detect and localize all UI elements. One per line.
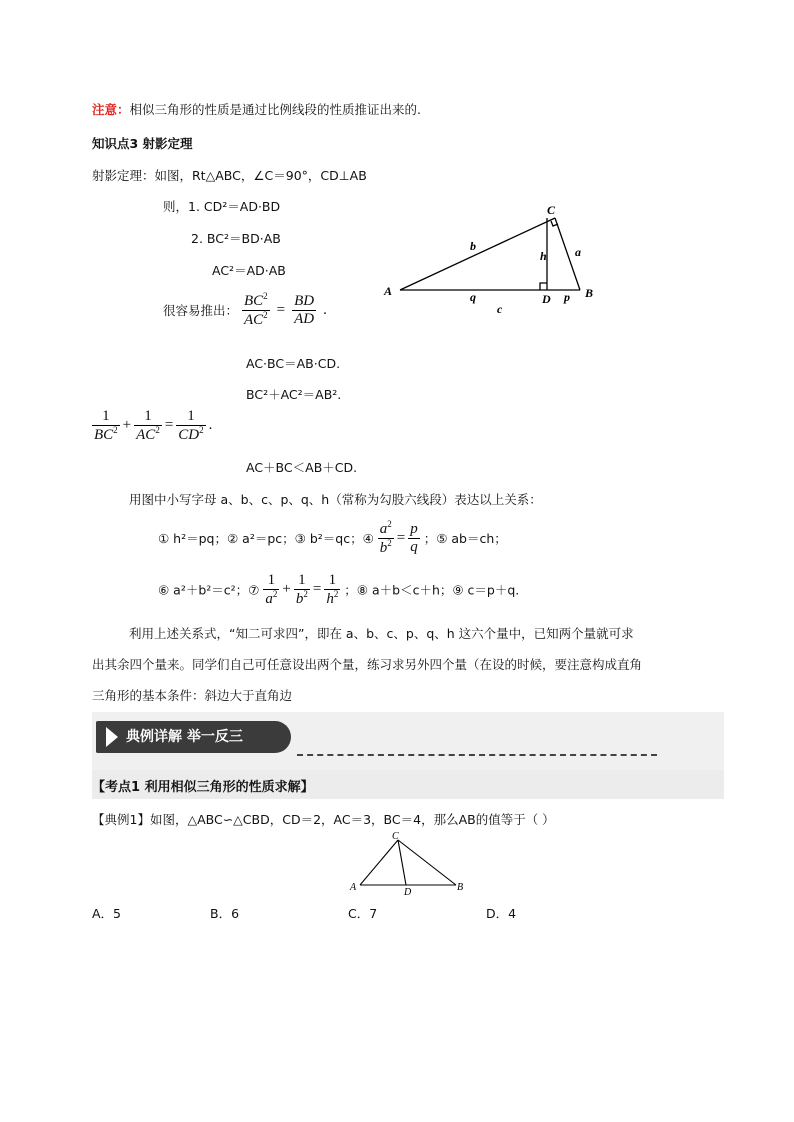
play-arrow-icon [106,727,118,747]
right-angle-mark-d [540,283,547,290]
segment-cd-ex [398,840,406,885]
label-a: a [575,245,581,259]
label-B: B [585,286,594,300]
banner-tag [96,721,291,753]
frac-1-b2: $\frac{1}{b^2}$ [295,572,308,607]
frac-1-bc2: $\frac{1}{BC^2}$ [94,408,118,443]
label-C: C [547,203,556,217]
relations-1-4: ① h²＝pq；② a²＝pc；③ b²＝qc；④ [158,531,374,546]
reciprocal-relation: $\frac{1}{BC^2}$ + $\frac{1}{AC^2}$ = $\frac{1}{CD^2}$ . [94,408,213,443]
side-ac [400,218,555,290]
label-h: h [540,249,547,263]
frac-p-q: $\frac{p}{q}$ [410,521,418,555]
relation-1 [163,197,280,215]
relations-row-2: ⑥ a²＋b²＝c²；⑦ $\frac{1}{a^2}$ + $\frac{1}{b^2}$ = $\frac{1}{h^2}$ ；⑧ a＋b＜c＋h；⑨ c＝p＋q. [158,572,520,607]
relation-4: AC·BC＝AB·CD. [246,356,341,371]
frac-1-cd2: $\frac{1}{CD^2}$ [178,408,204,443]
frac-1-ac2: $\frac{1}{AC^2}$ [136,408,160,443]
relation-3: AC²＝AD·AB [212,263,286,278]
label-c: c [497,302,503,316]
label-A-ex: A [350,882,357,893]
option-a[interactable]: A．5 [92,906,122,921]
label-C-ex: C [392,831,399,842]
option-b[interactable]: B．6 [210,906,240,921]
easy-derive: 很容易推出： $\frac{BC^2}{AC^2}$ = $\frac{BD}{AD}$ . [163,291,327,328]
label-A: A [384,284,393,298]
side-bc-ex [398,840,456,885]
example-1-question: 【典例1】如图，△ABC∽△CBD，CD＝2，AC＝3，BC＝4，那么AB的值等于（ ） [92,812,555,827]
section-banner [92,712,724,770]
frac-1-h2: $\frac{1}{h^2}$ [326,572,339,607]
frac-1-a2: $\frac{1}{a^2}$ [265,572,278,607]
label-D: D [542,292,551,306]
theorem-intro: 射影定理：如图，Rt△ABC，∠C＝90°，CD⊥AB [92,168,367,183]
relations-row-1: ① h²＝pq；② a²＝pc；③ b²＝qc；④ $\frac{a^2}{b^2}$ = $\frac{p}{q}$ ；⑤ ab＝ch； [158,519,507,556]
option-d[interactable]: D．4 [486,906,517,921]
paragraph-line-2: 出其余四个量来。同学们自己可任意设出两个量，练习求另外四个量（在设的时候，要注意构成直角 [92,657,643,672]
knowledge-point-3-title: 知识点3 射影定理 [92,136,193,151]
relation-5-ab-ch: ；⑤ ab＝ch； [423,531,507,546]
side-ac-ex [360,840,398,885]
label-D-ex: D [404,887,412,896]
label-b: b [470,239,476,253]
paragraph-line-1: 利用上述关系式，“知二可求四”，即在 a、b、c、p、q、h 这六个量中，已知两个量就可求 [129,626,634,641]
relation-1-text: CD²＝AD·BD [203,199,281,214]
option-c[interactable]: C．7 [348,906,378,921]
relation-5: BC²＋AC²＝AB². [246,387,342,402]
fraction-bd-ad: $\frac{BD}{AD}$ [294,293,315,327]
right-triangle-figure [380,200,610,320]
note-text: 相似三角形的性质是通过比例线段的性质推证出来的. [129,102,421,117]
relation-2 [191,229,281,247]
relation-1-prefix: 则，1. [163,199,200,214]
relation-2-text: BC²＝BD·AB [206,231,281,246]
label-q: q [470,290,476,304]
example-triangle-figure [348,830,468,896]
easy-derive-label: 很容易推出： [163,303,239,318]
paragraph-line-3: 三角形的基本条件：斜边大于直角边 [92,688,293,703]
note-line [92,100,421,118]
kaodian-title: 【考点1 利用相似三角形的性质求解】 [92,780,314,795]
frac-a2-b2: $\frac{a^2}{b^2}$ [379,519,392,556]
banner-label: 典例详解 举一反三 [126,729,243,745]
relations-6-7: ⑥ a²＋b²＝c²；⑦ [158,582,260,598]
letters-explanation: 用图中小写字母 a、b、c、p、q、h（常称为勾股六线段）表达以上关系： [129,492,542,507]
relation-2-prefix: 2. [191,231,203,246]
label-B-ex: B [457,882,464,893]
label-p: p [564,290,570,304]
banner-dash-divider [297,754,657,756]
fraction-bc2-ac2: $\frac{BC^2}{AC^2}$ [244,291,268,328]
relations-8-9: ；⑧ a＋b＜c＋h；⑨ c＝p＋q. [344,582,520,598]
relation-6: AC＋BC＜AB＋CD. [246,460,358,475]
note-label: 注意： [92,102,130,117]
